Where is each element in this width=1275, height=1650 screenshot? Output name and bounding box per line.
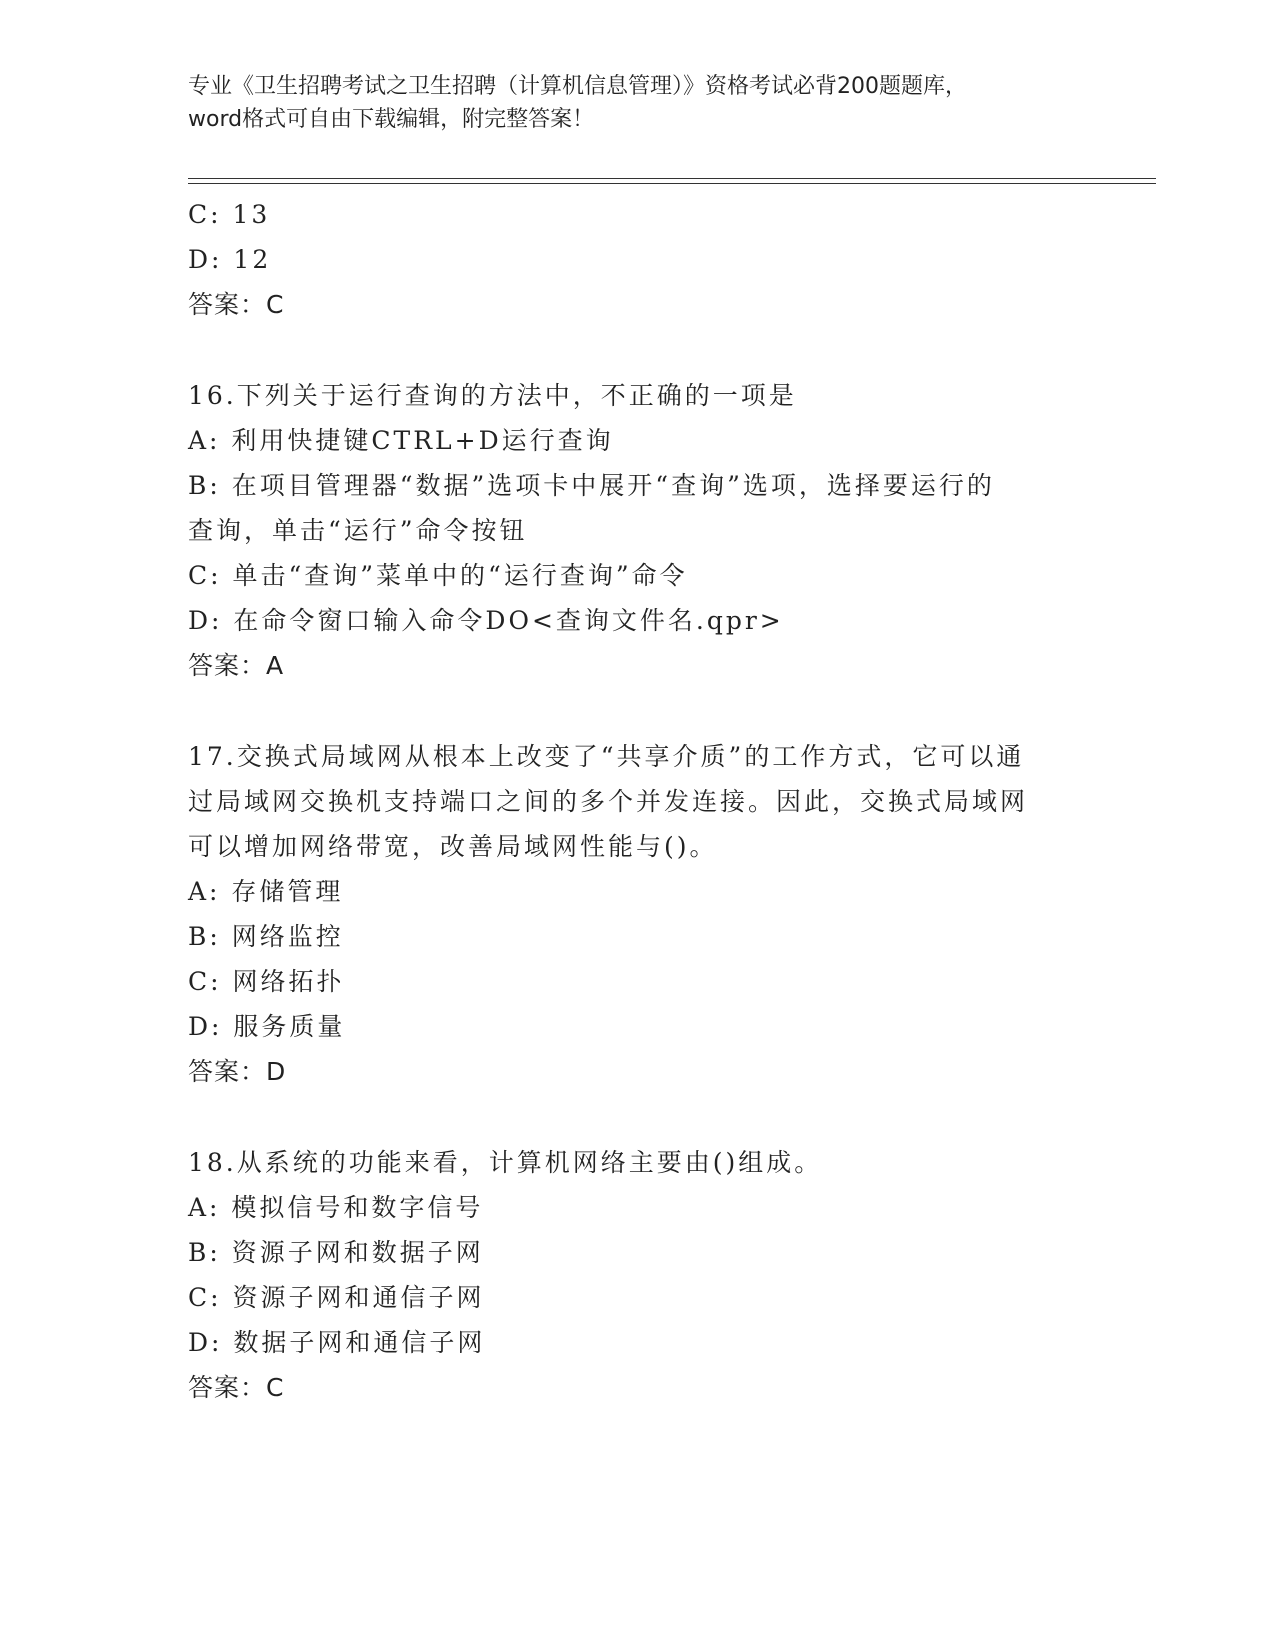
option-d: D: 服务质量 xyxy=(188,1012,346,1041)
question-text: 16.下列关于运行查询的方法中，不正确的一项是 xyxy=(188,381,797,410)
spacer xyxy=(188,688,1088,734)
spacer xyxy=(188,327,1088,373)
document-header xyxy=(188,70,1088,136)
option-c: C: 资源子网和通信子网 xyxy=(188,1283,485,1312)
question-text-continued: 可以增加网络带宽，改善局域网性能与()。 xyxy=(188,832,718,861)
spacer xyxy=(188,1094,1088,1140)
option-a: A: 存储管理 xyxy=(188,877,344,906)
answer-line: 答案：D xyxy=(188,1057,287,1086)
option-b-continued: 查询，单击“运行”命令按钮 xyxy=(188,516,528,545)
question-text: 17.交换式局域网从根本上改变了“共享介质”的工作方式，它可以通 xyxy=(188,742,1025,771)
question-18 xyxy=(188,1140,1088,1410)
option-c: C: 单击“查询”菜单中的“运行查询”命令 xyxy=(188,561,688,590)
option-c: C: 网络拓扑 xyxy=(188,967,345,996)
question-list xyxy=(188,192,1088,1410)
option-b: B: 网络监控 xyxy=(188,922,344,951)
header-title-line-2: word格式可自由下载编辑，附完整答案！ xyxy=(188,107,595,132)
answer-line: 答案：A xyxy=(188,651,285,680)
option-d: D: 12 xyxy=(188,245,272,274)
question-16 xyxy=(188,373,1088,688)
option-d: D: 在命令窗口输入命令DO<查询文件名.qpr> xyxy=(188,606,784,635)
answer-line: 答案：C xyxy=(188,1373,285,1402)
answer-line: 答案：C xyxy=(188,290,285,319)
question-17 xyxy=(188,734,1088,1094)
option-c: C: 13 xyxy=(188,200,271,229)
option-b: B: 在项目管理器“数据”选项卡中展开“查询”选项，选择要运行的 xyxy=(188,471,995,500)
option-d: D: 数据子网和通信子网 xyxy=(188,1328,486,1357)
option-a: A: 利用快捷键CTRL+D运行查询 xyxy=(188,426,614,455)
header-divider-top xyxy=(188,178,1156,179)
header-title-line-1: 专业《卫生招聘考试之卫生招聘（计算机信息管理）》资格考试必背200题题库， xyxy=(188,74,967,99)
option-a: A: 模拟信号和数字信号 xyxy=(188,1193,484,1222)
header-divider-bottom xyxy=(188,183,1156,184)
question-text-continued: 过局域网交换机支持端口之间的多个并发连接。因此，交换式局域网 xyxy=(188,787,1029,816)
option-b: B: 资源子网和数据子网 xyxy=(188,1238,484,1267)
question-text: 18.从系统的功能来看，计算机网络主要由()组成。 xyxy=(188,1148,823,1177)
question-15-continued xyxy=(188,192,1088,327)
